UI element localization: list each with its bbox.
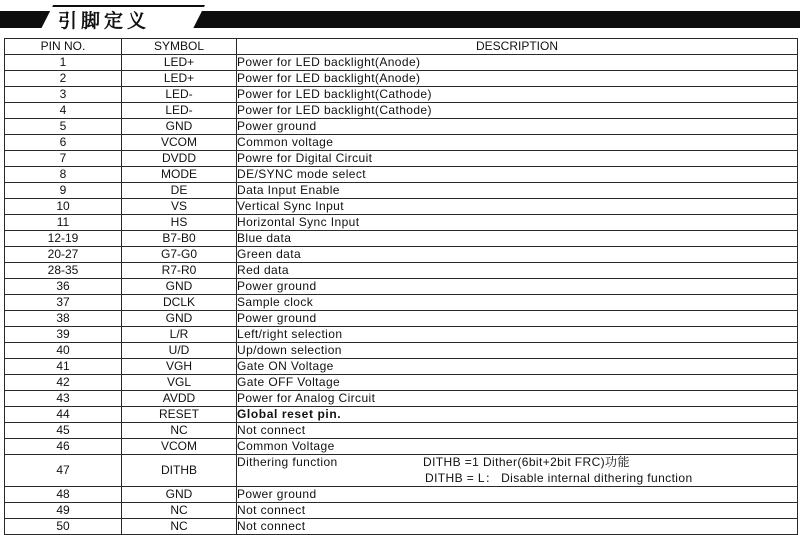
table-row [5,343,798,359]
symbol-cell: B7-B0 [122,231,237,247]
description-cell: Power for LED backlight(Anode) [237,71,798,87]
table-row [5,407,798,423]
section-title: 引脚定义 [58,10,151,32]
symbol-cell: DE [122,183,237,199]
description-multiline [237,455,797,486]
description-cell: Power ground [237,311,798,327]
table-row [5,519,798,535]
table-row [5,375,798,391]
symbol-cell: DVDD [122,151,237,167]
description-cell: Up/down selection [237,343,798,359]
symbol-cell: G7-G0 [122,247,237,263]
pin-number-cell: 45 [5,423,122,439]
description-cell: Gate ON Voltage [237,359,798,375]
symbol-cell: DITHB [122,455,237,487]
pin-number-cell: 7 [5,151,122,167]
table-row [5,135,798,151]
pin-definition-table [4,38,798,535]
table-row [5,103,798,119]
description-cell: Power ground [237,119,798,135]
symbol-cell: GND [122,119,237,135]
pin-number-cell: 41 [5,359,122,375]
table-row [5,119,798,135]
table-row [5,247,798,263]
symbol-cell: DCLK [122,295,237,311]
symbol-cell: MODE [122,167,237,183]
pin-number-cell: 10 [5,199,122,215]
column-header-description: DESCRIPTION [237,39,798,55]
description-cell: Not connect [237,423,798,439]
table-row [5,359,798,375]
symbol-cell: RESET [122,407,237,423]
symbol-cell: LED+ [122,71,237,87]
symbol-cell: U/D [122,343,237,359]
symbol-cell: GND [122,279,237,295]
description-cell: Left/right selection [237,327,798,343]
pin-number-cell: 11 [5,215,122,231]
symbol-cell: GND [122,487,237,503]
table-row [5,263,798,279]
column-header-symbol: SYMBOL [122,39,237,55]
table-row [5,231,798,247]
description-main: Dithering function [237,455,338,469]
pin-number-cell: 1 [5,55,122,71]
pin-number-cell: 12-19 [5,231,122,247]
pin-number-cell: 5 [5,119,122,135]
table-row [5,455,798,487]
symbol-cell: LED- [122,87,237,103]
description-cell: DE/SYNC mode select [237,167,798,183]
pin-number-cell: 50 [5,519,122,535]
symbol-cell: GND [122,311,237,327]
table-row [5,391,798,407]
description-note-1: DITHB =1 Dither(6bit+2bit FRC)功能 [423,455,630,469]
pin-number-cell: 38 [5,311,122,327]
description-cell: Gate OFF Voltage [237,375,798,391]
table-row [5,183,798,199]
column-header-pin: PIN NO. [5,39,122,55]
table-row [5,55,798,71]
pin-number-cell: 3 [5,87,122,103]
description-cell: Data Input Enable [237,183,798,199]
pin-number-cell: 43 [5,391,122,407]
description-cell: Vertical Sync Input [237,199,798,215]
pin-number-cell: 2 [5,71,122,87]
pin-number-cell: 49 [5,503,122,519]
description-cell: Power ground [237,487,798,503]
table-row [5,311,798,327]
symbol-cell: NC [122,503,237,519]
table-row [5,199,798,215]
pin-number-cell: 48 [5,487,122,503]
table-row [5,279,798,295]
section-banner [0,4,800,30]
description-cell: Not connect [237,519,798,535]
description-cell [237,455,798,487]
symbol-cell: VCOM [122,439,237,455]
description-cell: Power ground [237,279,798,295]
pin-number-cell: 42 [5,375,122,391]
pin-number-cell: 4 [5,103,122,119]
description-cell: Sample clock [237,295,798,311]
pin-number-cell: 39 [5,327,122,343]
table-row [5,487,798,503]
symbol-cell: LED- [122,103,237,119]
description-cell: Red data [237,263,798,279]
table-header-row [5,39,798,55]
pin-number-cell: 46 [5,439,122,455]
symbol-cell: AVDD [122,391,237,407]
pin-number-cell: 47 [5,455,122,487]
description-cell: Powre for Digital Circuit [237,151,798,167]
pin-number-cell: 6 [5,135,122,151]
description-cell: Common Voltage [237,439,798,455]
description-cell: Power for LED backlight(Anode) [237,55,798,71]
table-row [5,167,798,183]
symbol-cell: NC [122,519,237,535]
description-cell: Horizontal Sync Input [237,215,798,231]
pin-number-cell: 36 [5,279,122,295]
description-cell: Power for LED backlight(Cathode) [237,103,798,119]
description-cell: Blue data [237,231,798,247]
pin-number-cell: 37 [5,295,122,311]
table-row [5,151,798,167]
symbol-cell: VCOM [122,135,237,151]
table-row [5,295,798,311]
description-note-2: DITHB = L： Disable internal dithering function [425,471,693,485]
description-cell: Global reset pin. [237,407,798,423]
symbol-cell: VS [122,199,237,215]
description-cell: Not connect [237,503,798,519]
description-cell: Power for LED backlight(Cathode) [237,87,798,103]
pin-number-cell: 44 [5,407,122,423]
pin-number-cell: 28-35 [5,263,122,279]
table-row [5,215,798,231]
pin-number-cell: 20-27 [5,247,122,263]
table-row [5,87,798,103]
table-body [5,55,798,535]
symbol-cell: R7-R0 [122,263,237,279]
pin-number-cell: 9 [5,183,122,199]
symbol-cell: VGH [122,359,237,375]
table-row [5,503,798,519]
symbol-cell: L/R [122,327,237,343]
description-cell: Green data [237,247,798,263]
description-cell: Power for Analog Circuit [237,391,798,407]
symbol-cell: VGL [122,375,237,391]
symbol-cell: HS [122,215,237,231]
table-row [5,423,798,439]
symbol-cell: NC [122,423,237,439]
symbol-cell: LED+ [122,55,237,71]
table-row [5,71,798,87]
pin-number-cell: 8 [5,167,122,183]
pin-number-cell: 40 [5,343,122,359]
description-cell: Common voltage [237,135,798,151]
table-row [5,439,798,455]
table-row [5,327,798,343]
